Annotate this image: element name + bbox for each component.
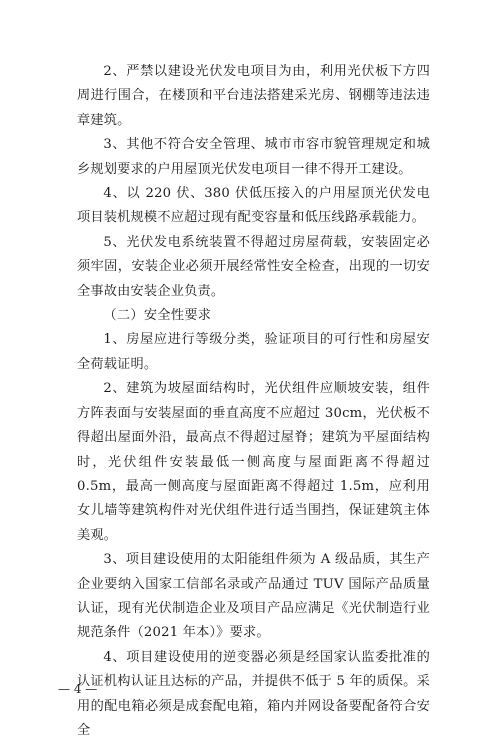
paragraph-item-4: 4、以 220 伏、380 伏低压接入的户用屋顶光伏发电项目装机规模不应超过现有配变容量和低压线路承载能力。 [77,186,430,226]
paragraph-item-3: 3、其他不符合安全管理、城市市容市貌管理规定和城乡规划要求的户用屋顶光伏发电项目一律不得开工建设。 [77,137,430,177]
section-paragraph-1: 1、房屋应进行等级分类，验证项目的可行性和房屋安全荷载证明。 [77,332,430,372]
paragraph-item-5: 5、光伏发电系统装置不得超过房屋荷载，安装固定必须牢固，安装企业必须开展经常性安全检查，出现的一切安全事故由安装企业负责。 [77,234,430,299]
document-body [77,60,430,743]
page-number: — 4 — [58,682,98,696]
section-paragraph-2: 2、建筑为坡屋面结构时，光伏组件应顺坡安装，组件方阵表面与安装屋面的垂直高度不应超过 30cm，光伏板不得超出屋面外沿，最高点不得超过屋脊；建筑为平屋面结构时，光伏组件安装最低一侧高度与屋面距离不得超过 0.5m，最高一侧高度与屋面距离不得超过 1.5m，应利用女儿墙等建筑构件对光伏组件进行适当围挡，保证建筑主体美观。 [77,381,430,543]
section-paragraph-3: 3、项目建设使用的太阳能组件须为 A 级品质，其生产企业要纳入国家工信部名录或产品通过 TUV 国际产品质量认证，现有光伏制造企业及项目产品应满足《光伏制造行业规范条件（2021 年本）》要求。 [77,552,430,641]
section-heading: （二）安全性要求 [103,308,212,324]
section-paragraph-4: 4、项目建设使用的逆变器必须是经国家认监委批准的认证机构认证且达标的产品，并提供不低于 5 年的质保。采用的配电箱必须是成套配电箱，箱内并网设备要配备符合安全 [77,649,430,738]
paragraph-item-2: 2、严禁以建设光伏发电项目为由，利用光伏板下方四周进行围合，在楼顶和平台违法搭建采光房、钢棚等违法违章建筑。 [77,64,430,128]
